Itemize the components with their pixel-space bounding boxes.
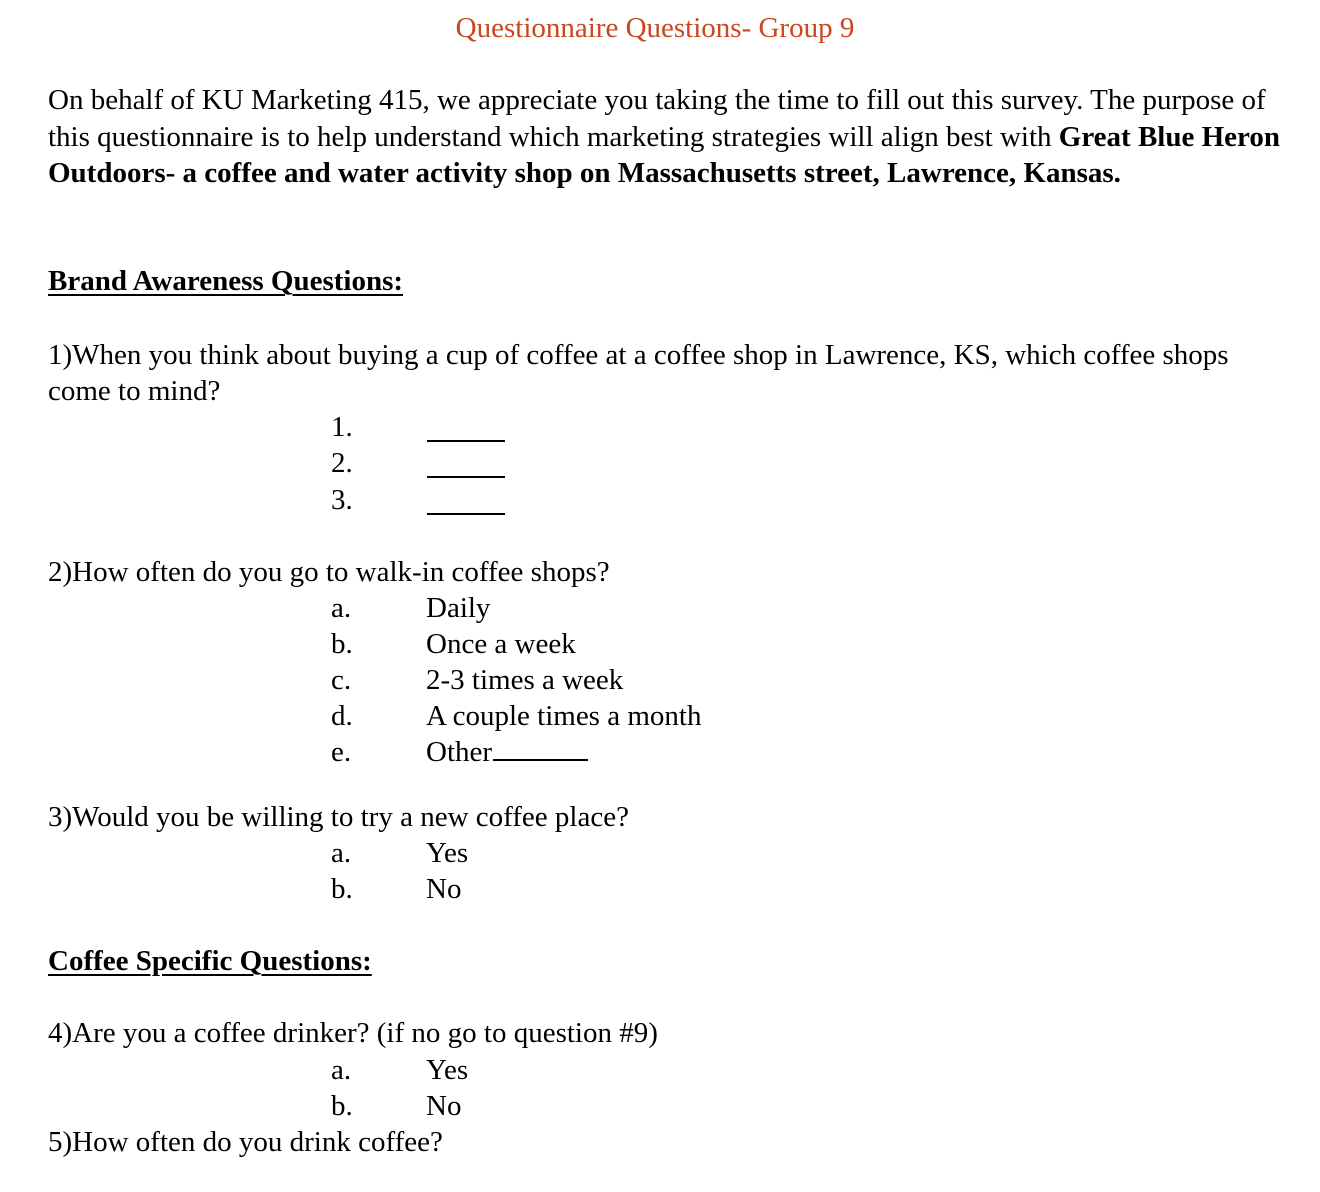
q2-option-letter: e. [331,736,352,768]
intro-business-description: Great Blue Heron Outdoors- a coffee and water activity shop on Massachusetts street, Lawrence, Kansas. [48,120,1281,189]
q1-answer-blank-1[interactable] [427,440,505,442]
q3-option-no[interactable]: No [426,873,462,905]
q1-answer-blank-3[interactable] [427,513,505,515]
q4-option-no[interactable]: No [426,1090,462,1122]
q2-option-daily[interactable]: Daily [426,592,491,624]
q2-option-letter: c. [331,664,352,696]
q4-option-yes[interactable]: Yes [426,1054,469,1086]
q2-option-once-a-week[interactable]: Once a week [426,628,576,660]
intro-paragraph [48,82,1288,192]
q2-option-2-3-times-a-week[interactable]: 2-3 times a week [426,664,624,696]
q3-option-letter: a. [331,837,352,869]
q3-option-letter: b. [331,873,353,905]
q1-option-number: 3. [331,484,353,516]
intro-text: On behalf of KU Marketing 415, we appreciate you taking the time to fill out this survey. The purpose of this questionnaire is to help understand which marketing strategies will align best with [48,84,1266,153]
q2-option-couple-times-a-month[interactable]: A couple times a month [426,700,702,732]
q1-option-number: 2. [331,447,353,479]
question-2: 2)How often do you go to walk-in coffee shops? [48,556,610,588]
q1-answer-blank-2[interactable] [427,476,505,478]
q4-option-letter: a. [331,1054,352,1086]
q4-option-letter: b. [331,1090,353,1122]
question-4: 4)Are you a coffee drinker? (if no go to question #9) [48,1017,658,1049]
question-5: 5)How often do you drink coffee? [48,1126,443,1158]
q2-option-letter: d. [331,700,353,732]
q2-option-letter: a. [331,592,352,624]
q2-option-other[interactable] [426,734,588,770]
q2-other-answer-blank[interactable] [493,759,588,761]
section-heading-brand-awareness: Brand Awareness Questions: [48,265,404,297]
q3-option-yes[interactable]: Yes [426,837,469,869]
question-3: 3)Would you be willing to try a new coffee place? [48,801,629,833]
q2-option-other-label: Other [426,736,493,768]
section-heading-coffee-specific: Coffee Specific Questions: [48,945,372,977]
question-1: 1)When you think about buying a cup of coffee at a coffee shop in Lawrence, KS, which coffee shops come to mind? [48,339,1229,407]
q1-option-number: 1. [331,411,353,443]
q2-option-letter: b. [331,628,353,660]
document-title: Questionnaire Questions- Group 9 [455,12,855,44]
